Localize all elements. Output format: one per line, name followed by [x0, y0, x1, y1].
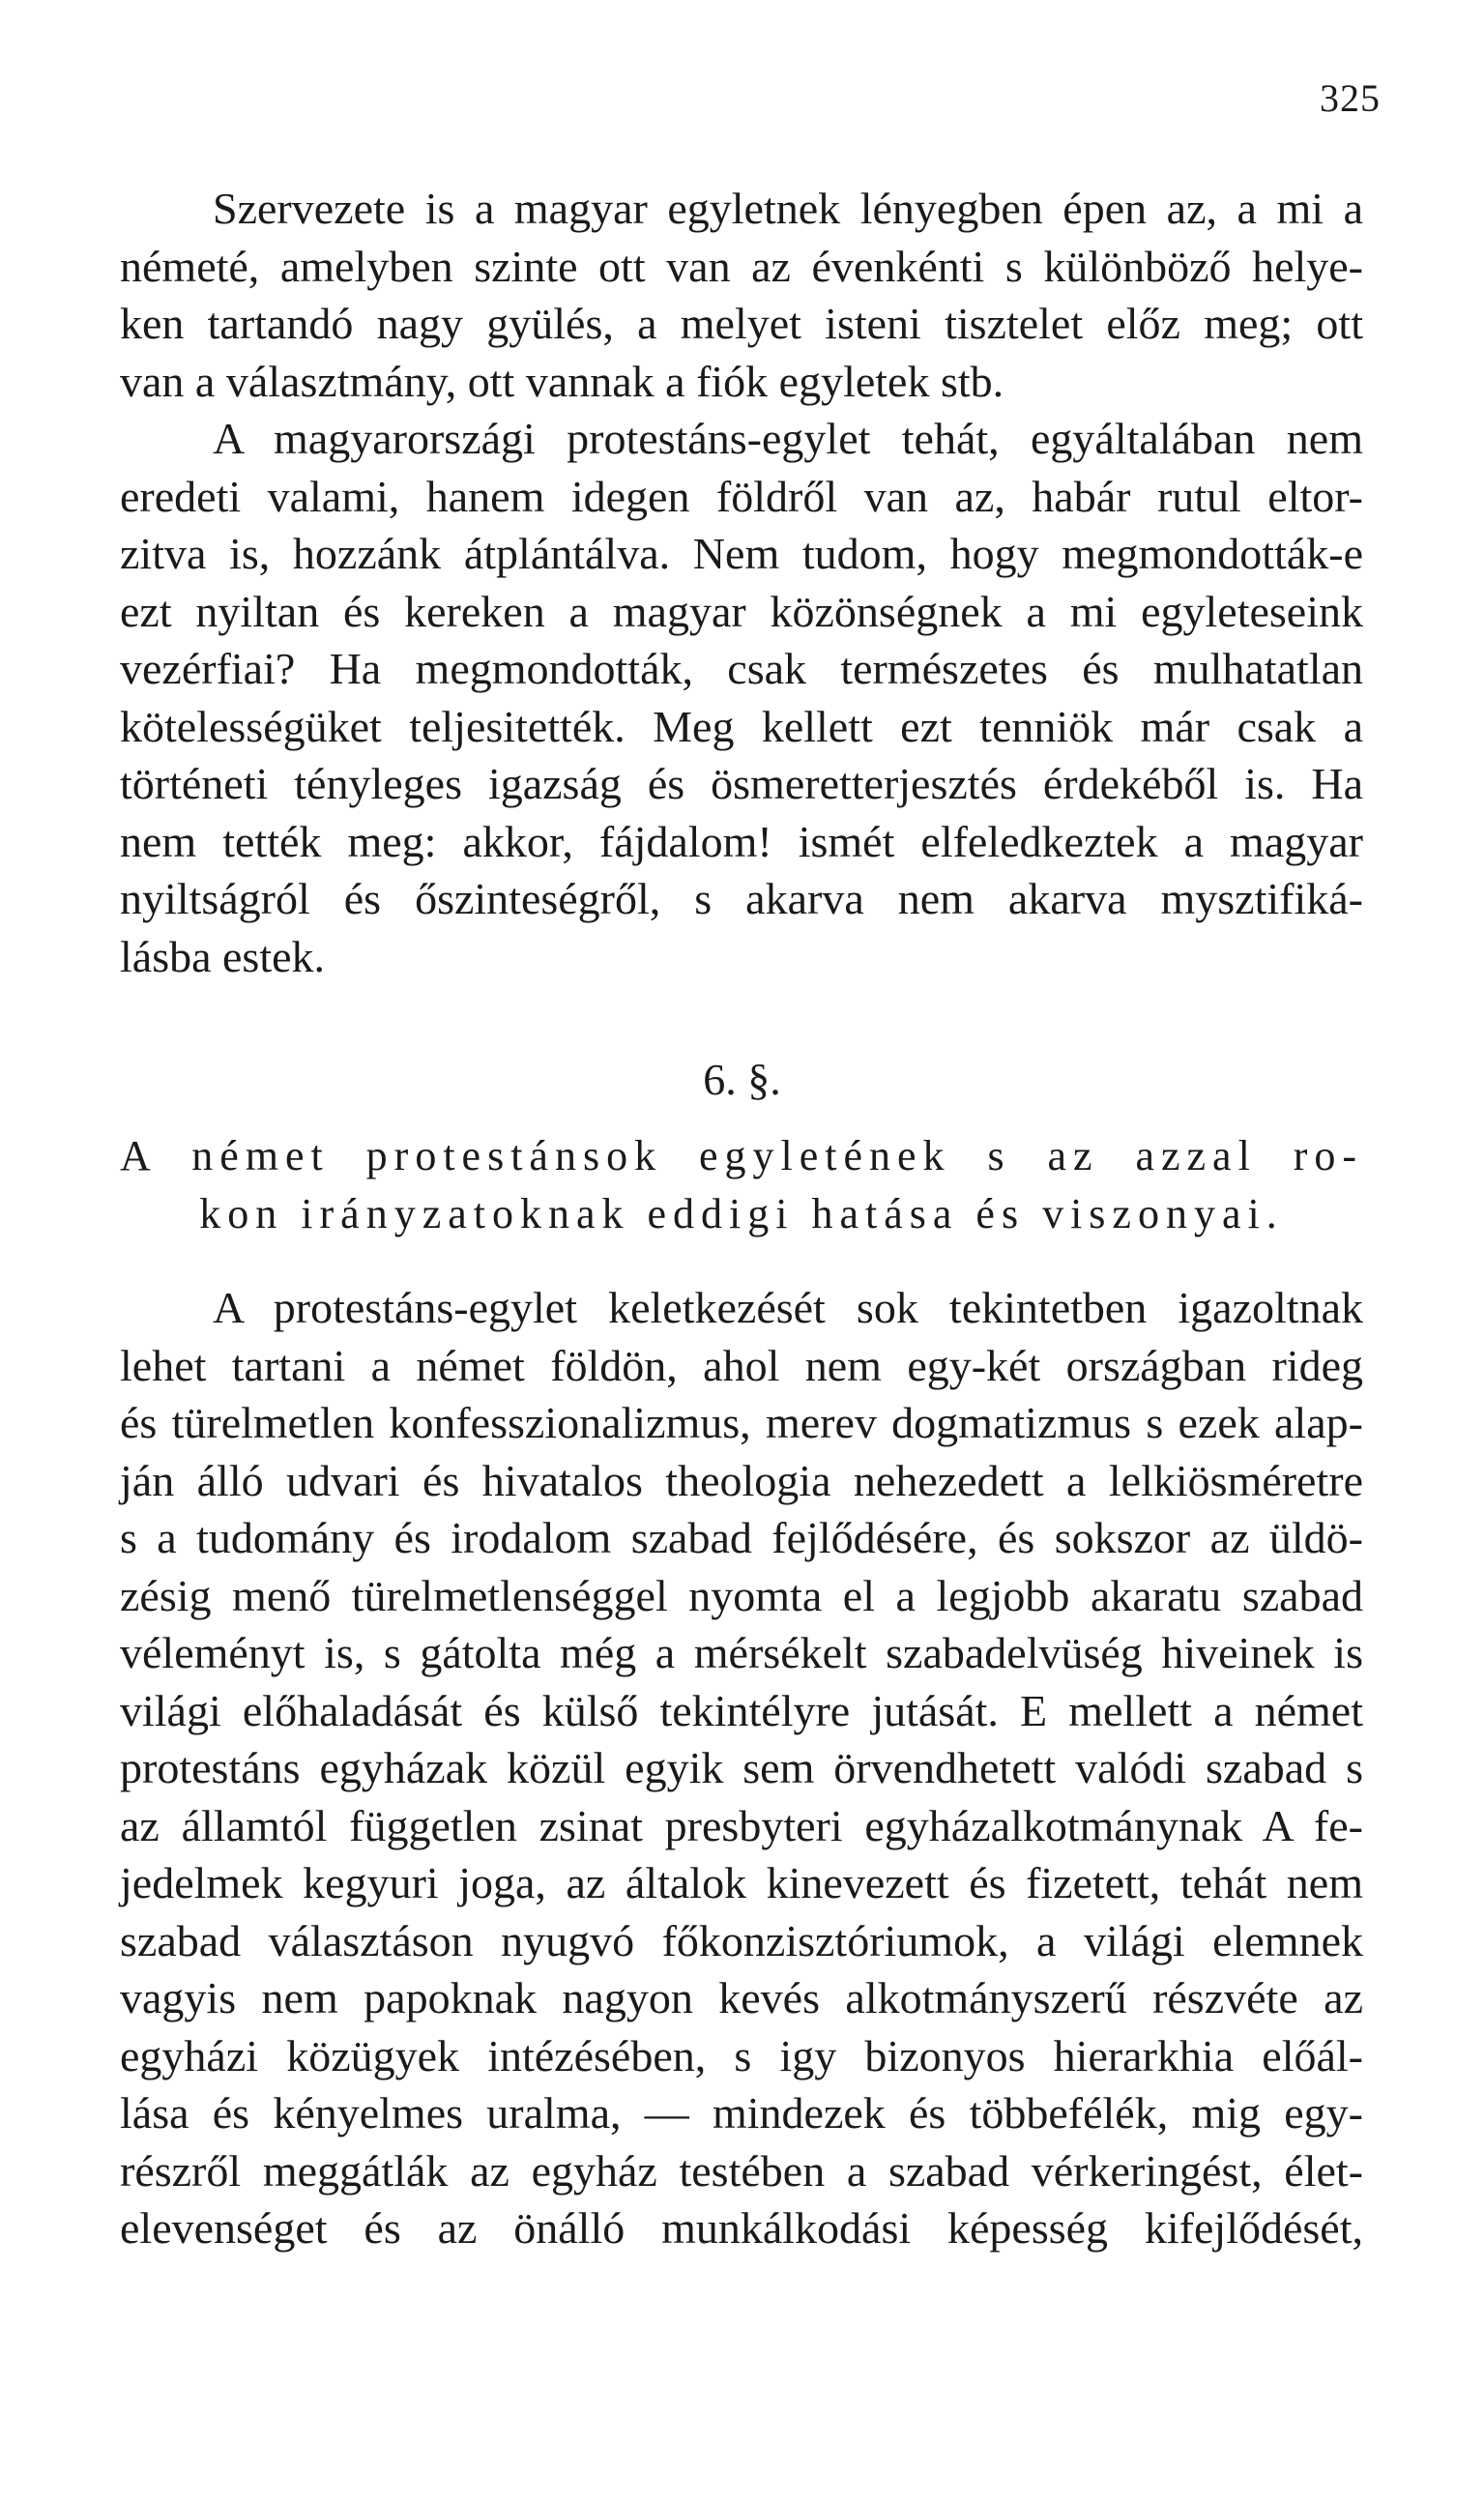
- text-line: A protestáns-egylet keletkezését sok tekintetben igazoltnak: [213, 1283, 1363, 1332]
- section-heading: [120, 1127, 1363, 1243]
- text-line: véleményt is, s gátolta még a mérsékelt szabadelvüség hiveinek is: [120, 1628, 1363, 1677]
- text-line: világi előhaladását és külső tekintélyre jutását. E mellett a német: [120, 1685, 1363, 1735]
- text-line: németé, amelyben szinte ott van az évenkénti s különböző helye-: [120, 241, 1363, 291]
- text-line: ján álló udvari és hivatalos theologia nehezedett a lelkiösméretre: [120, 1455, 1363, 1505]
- text-line: ken tartandó nagy gyülés, a melyet isteni tisztelet előz meg; ott: [120, 299, 1363, 348]
- text-line: lásba estek.: [120, 931, 326, 981]
- text-line: vagyis nem papoknak nagyon kevés alkotmányszerű részvéte az: [120, 1973, 1363, 2022]
- text-line: nem tették meg: akkor, fájdalom! ismét elfeledkeztek a magyar: [120, 816, 1363, 866]
- page-number: 325: [1320, 76, 1381, 120]
- text-line: lása és kényelmes uralma, — mindezek és többefélék, mig egy-: [120, 2088, 1363, 2138]
- text-line: részről meggátlák az egyház testében a szabad vérkeringést, élet-: [120, 2145, 1363, 2196]
- heading-line: kon irányzatoknak eddigi hatása és viszonyai.: [199, 1190, 1284, 1237]
- text-line: lehet tartani a német földön, ahol nem egy-két országban rideg: [120, 1340, 1363, 1390]
- text-line: nyiltságról és őszinteségről, s akarva nem akarva mysztifiká-: [120, 874, 1363, 923]
- section-number: 6. §.: [703, 1055, 781, 1104]
- paragraph-1: [120, 180, 1363, 410]
- text-line: elevenséget és az önálló munkálkodási képesség kifejlődését,: [120, 2203, 1363, 2253]
- text-line: és türelmetlen konfesszionalizmus, merev dogmatizmus s ezek alap-: [120, 1398, 1363, 1447]
- text-line: van a választmány, ott vannak a fiók egyletek stb.: [120, 356, 1004, 406]
- text-line: zésig menő türelmetlenséggel nyomta el a legjobb akaratu szabad: [120, 1570, 1363, 1620]
- text-line: s a tudomány és irodalom szabad fejlődésére, és sokszor az üldö-: [120, 1513, 1363, 1562]
- text-line: protestáns egyházak közül egyik sem örvendhetett valódi szabad s: [120, 1743, 1363, 1792]
- text-line: szabad választáson nyugvó főkonzisztóriumok, a világi elemnek: [120, 1915, 1363, 1965]
- text-line: jedelmek kegyuri joga, az általok kinevezett és fizetett, tehát nem: [120, 1858, 1363, 1907]
- text-line: az államtól független zsinat presbyteri egyházalkotmánynak A fe-: [120, 1800, 1363, 1850]
- paragraph-2: [120, 410, 1363, 985]
- text-line: kötelességüket teljesitették. Meg kellett ezt tenniök már csak a: [120, 701, 1363, 751]
- text-line: zitva is, hozzánk átplántálva. Nem tudom, hogy megmondották-e: [120, 529, 1363, 578]
- paragraph-3: [120, 1279, 1363, 2257]
- text-line: történeti tényleges igazság és ösmeretterjesztés érdekéből is. Ha: [120, 759, 1363, 808]
- text-line: vezérfiai? Ha megmondották, csak természetes és mulhatatlan: [120, 644, 1363, 693]
- heading-line: A német protestánsok egyletének s az azzal ro-: [120, 1132, 1363, 1179]
- text-line: A magyarországi protestáns-egylet tehát, egyáltalában nem: [213, 414, 1363, 463]
- text-line: egyházi közügyek intézésében, s igy bizonyos hierarkhia előál-: [120, 2030, 1363, 2080]
- text-line: ezt nyiltan és kereken a magyar közönségnek a mi egyleteseink: [120, 586, 1363, 636]
- text-line: eredeti valami, hanem idegen földről van az, habár rutul eltor-: [120, 471, 1363, 521]
- text-line: Szervezete is a magyar egyletnek lényegben épen az, a mi a: [213, 184, 1363, 233]
